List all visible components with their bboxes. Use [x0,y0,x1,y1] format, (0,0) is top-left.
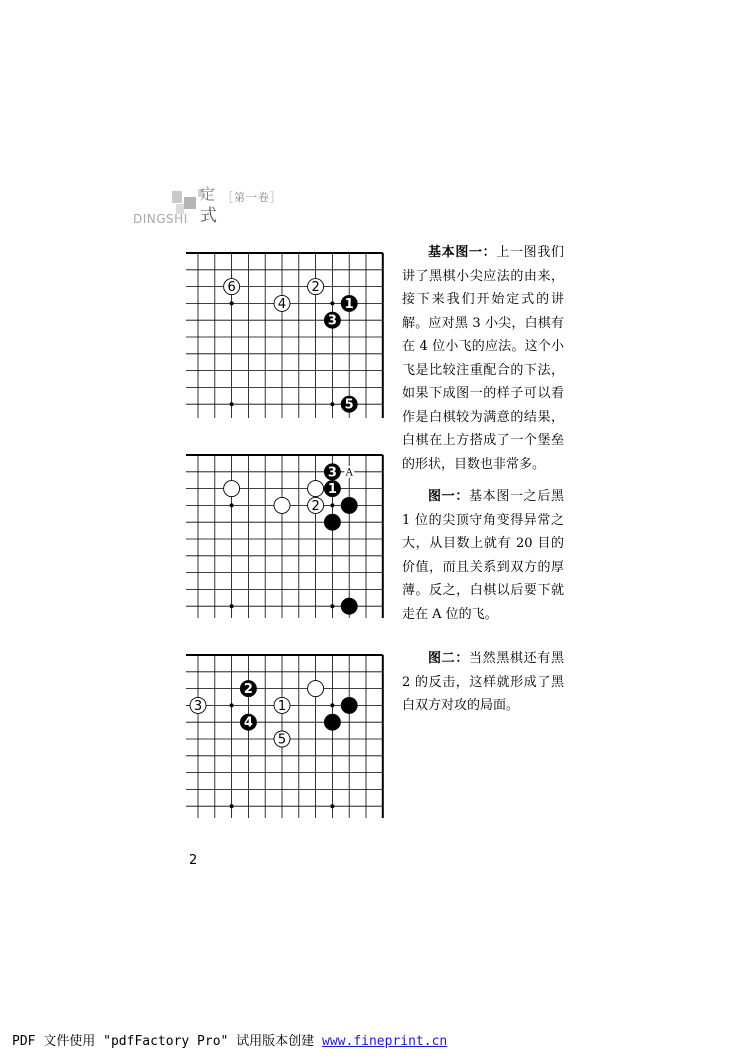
go-board-diagram-2 [186,652,386,818]
white-stone [308,681,324,697]
header-latin: DINGSHI [133,212,188,226]
paragraph-body: 基本图一之后黑 1 位的尖顶守角变得异常之大，从目数上就有 20 目的价值，而且关系到双方的厚薄。反之，白棋以后要下就走在 A 位的飞。 [402,489,564,622]
book-header [133,185,300,230]
paragraph-diagram-1 [402,485,564,626]
go-board-basic-diagram-1 [186,250,386,418]
stone-move-number: 2 [311,280,320,296]
black-stone [324,714,340,730]
black-stone [341,697,357,713]
star-point [330,604,334,608]
stone-move-number: 2 [243,682,253,698]
paragraph-body: 上一图我们讲了黑棋小尖应法的由来，接下来我们开始定式的讲解。应对黑 3 小尖，白棋有在 4 位小飞的应法。这个小飞是比较注重配合的下法，如果下成图一的样子可以看作是白棋较为满意的结果，白棋在上方搭成了一个堡垒的形状，目数也非常多。 [402,245,564,472]
star-point [330,703,334,707]
star-point [230,703,234,707]
stone-move-number: 1 [277,698,287,714]
stone-move-number: 5 [277,732,287,748]
board-grid [186,253,383,418]
paragraph-basic-diagram-1 [402,241,564,476]
star-point [230,402,234,406]
white-stone [224,481,240,497]
stone-move-number: 1 [327,482,337,498]
stone-move-number: 1 [344,296,354,312]
paragraph-heading: 基本图一： [428,245,497,260]
stone-move-number: 3 [327,313,337,329]
star-point [230,503,234,507]
header-title-top: 定 [200,185,216,203]
footer-text: PDF 文件使用 "pdfFactory Pro" 试用版本创建 [12,1034,323,1049]
white-stone [274,497,290,513]
board-grid [186,455,383,618]
stone-move-number: 3 [193,698,203,714]
star-point [230,301,234,305]
stone-move-number: 6 [227,280,236,296]
black-stone [324,514,340,530]
stone-move-number: 5 [344,397,354,413]
paragraph-heading: 图二： [428,651,469,666]
header-volume: ［第一卷］ [222,191,282,204]
go-board-diagram-1 [186,452,386,618]
footer-link[interactable]: www.fineprint.cn [322,1034,448,1049]
paragraph-heading: 图一： [428,489,469,504]
star-point [330,301,334,305]
stone-move-number: 3 [327,465,337,481]
star-point [230,804,234,808]
pdf-footer [12,1030,447,1049]
header-title-bottom: 式 [200,206,217,226]
black-stone [341,598,357,614]
board-mark-label: A [345,467,353,479]
paragraph-body: 当然黑棋还有黑 2 的反击，这样就形成了黑白双方对攻的局面。 [402,651,564,713]
stone-move-number: 2 [311,498,320,514]
black-stone [341,497,357,513]
stone-move-number: 4 [243,715,253,731]
star-point [330,402,334,406]
star-point [330,804,334,808]
star-point [330,503,334,507]
star-point [230,604,234,608]
stone-move-number: 4 [277,296,287,312]
page-number: 2 [189,853,198,868]
white-stone [308,481,324,497]
paragraph-diagram-2 [402,647,564,718]
